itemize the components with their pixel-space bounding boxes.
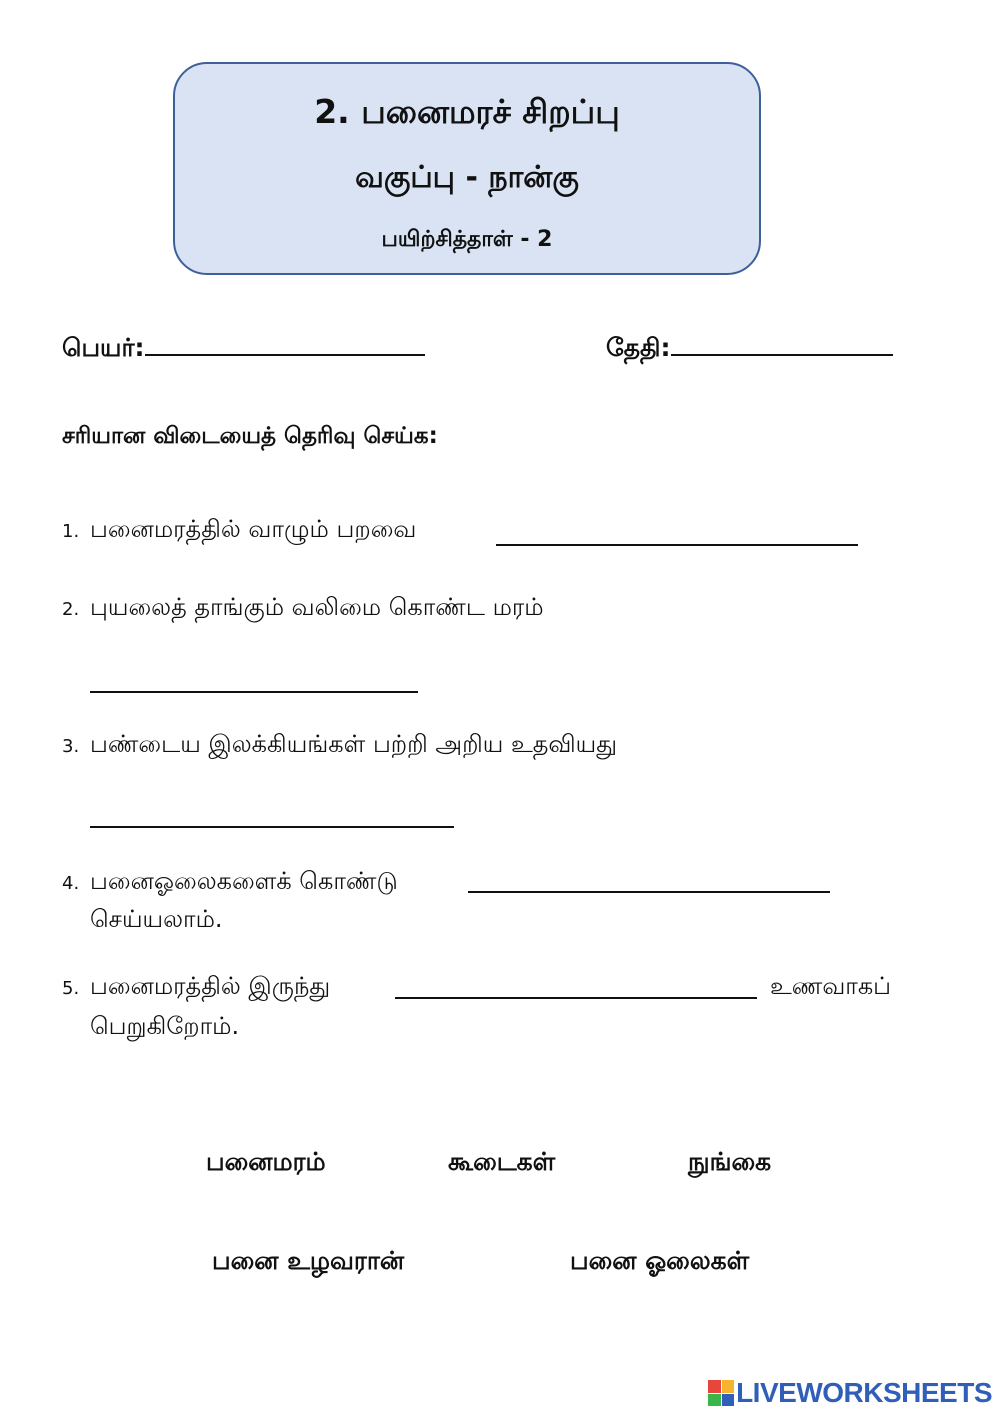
question-text: பனைமரத்தில் இருந்து — [90, 972, 331, 1000]
question-5 — [62, 972, 330, 1003]
option-panai-olaigal[interactable]: பனை ஓலைகள் — [570, 1246, 750, 1275]
worksheet-number: பயிற்சித்தாள் - 2 — [381, 227, 553, 252]
question-5-continuation: பெறுகிறோம். — [90, 1012, 240, 1040]
logo-text: LIVEWORKSHEETS — [736, 1377, 992, 1408]
question-4-continuation: செய்யலாம். — [90, 905, 223, 933]
name-input-line[interactable] — [145, 353, 425, 356]
instruction-text: சரியான விடையைத் தெரிவு செய்க: — [62, 423, 438, 449]
question-number: 2. — [62, 599, 80, 620]
question-text: புயலைத் தாங்கும் வலிமை கொண்ட மரம் — [90, 593, 544, 621]
question-number: 4. — [62, 873, 80, 894]
worksheet-title: 2. பனைமரச் சிறப்பு — [314, 92, 620, 131]
option-panaimaram[interactable]: பனைமரம் — [206, 1147, 326, 1176]
question-number: 5. — [62, 978, 80, 999]
liveworksheets-logo[interactable] — [708, 1377, 992, 1409]
answer-blank-5[interactable] — [395, 997, 757, 999]
answer-blank-1[interactable] — [496, 544, 858, 546]
answer-blank-3[interactable] — [90, 826, 454, 828]
date-field — [606, 333, 893, 366]
question-5-tail: உணவாகப் — [770, 972, 892, 1000]
question-1 — [62, 515, 416, 546]
grade-label: வகுப்பு - நான்கு — [355, 160, 579, 195]
question-text: பண்டைய இலக்கியங்கள் பற்றி அறிய உதவியது — [90, 730, 618, 758]
question-4 — [62, 867, 398, 898]
option-panai-uzhavaran[interactable]: பனை உழவரான் — [212, 1246, 405, 1275]
date-label: தேதி: — [606, 333, 671, 362]
answer-blank-2[interactable] — [90, 691, 418, 693]
answer-blank-4[interactable] — [468, 891, 830, 893]
name-field — [62, 333, 425, 366]
option-nungai[interactable]: நுங்கை — [688, 1147, 772, 1176]
liveworksheets-logo-icon — [708, 1380, 734, 1406]
option-koodaigal[interactable]: கூடைகள் — [448, 1147, 556, 1176]
question-2 — [62, 593, 544, 624]
question-3 — [62, 730, 617, 761]
question-text: பனைஓலைகளைக் கொண்டு — [90, 867, 398, 895]
name-label: பெயர்: — [62, 333, 145, 362]
question-text: பனைமரத்தில் வாழும் பறவை — [90, 515, 417, 543]
question-number: 3. — [62, 736, 80, 757]
question-number: 1. — [62, 521, 80, 542]
date-input-line[interactable] — [671, 353, 893, 356]
